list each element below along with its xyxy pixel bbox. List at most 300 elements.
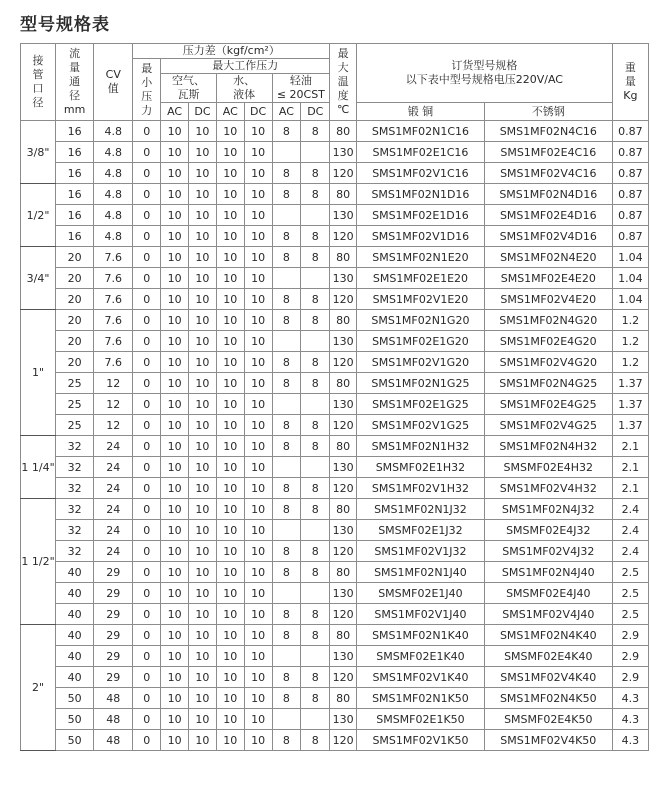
weight-cell: 0.87 [612,142,648,163]
weight-cell: 2.5 [612,562,648,583]
weight-cell: 4.3 [612,730,648,751]
copper-model-cell: SMSMF02E1K50 [357,709,485,730]
max-temp-cell: 120 [330,163,357,184]
min-pressure-cell: 0 [133,667,161,688]
max-temp-cell: 130 [330,142,357,163]
water-ac-cell: 10 [216,226,244,247]
min-pressure-cell: 0 [133,562,161,583]
water-ac-cell: 10 [216,142,244,163]
water-ac-cell: 10 [216,562,244,583]
weight-cell: 1.04 [612,289,648,310]
stainless-model-cell: SMS1MF02V4K40 [484,667,612,688]
water-ac-cell: 10 [216,625,244,646]
copper-model-cell: SMS1MF02V1K40 [357,667,485,688]
stainless-model-cell: SMSMF02E4J40 [484,583,612,604]
air-dc-cell: 10 [189,247,217,268]
min-pressure-header: 最 小 压 力 [133,59,161,121]
water-ac-cell: 10 [216,247,244,268]
oil-dc-header: DC [301,103,330,121]
oil-ac-cell: 8 [272,499,301,520]
air-ac-cell: 10 [161,667,189,688]
air-dc-cell: 10 [189,625,217,646]
water-dc-cell: 10 [244,436,272,457]
flow-cell: 20 [56,289,94,310]
air-dc-cell: 10 [189,226,217,247]
water-dc-cell: 10 [244,667,272,688]
oil-ac-cell: 8 [272,604,301,625]
cv-cell: 29 [94,562,133,583]
max-temp-cell: 120 [330,604,357,625]
water-dc-cell: 10 [244,268,272,289]
copper-model-cell: SMS1MF02N1C16 [357,121,485,142]
stainless-model-cell: SMS1MF02N4D16 [484,184,612,205]
air-dc-header: DC [189,103,217,121]
stainless-model-cell: SMS1MF02E4G25 [484,394,612,415]
flow-cell: 40 [56,583,94,604]
forged-copper-header: 锻 铜 [357,103,485,121]
min-pressure-cell: 0 [133,394,161,415]
copper-model-cell: SMS1MF02E1E20 [357,268,485,289]
air-dc-cell: 10 [189,289,217,310]
weight-cell: 2.9 [612,667,648,688]
table-row [21,142,649,163]
stainless-model-cell: SMS1MF02N4J40 [484,562,612,583]
oil-ac-cell: 8 [272,730,301,751]
oil-dc-cell [301,709,330,730]
air-ac-cell: 10 [161,142,189,163]
oil-ac-cell: 8 [272,289,301,310]
oil-dc-cell: 8 [301,562,330,583]
water-dc-cell: 10 [244,541,272,562]
max-temp-cell: 130 [330,331,357,352]
cv-cell: 24 [94,499,133,520]
pipe-size-cell: 1 1/4" [21,436,56,499]
min-pressure-cell: 0 [133,163,161,184]
oil-ac-cell: 8 [272,226,301,247]
air-ac-cell: 10 [161,478,189,499]
cv-cell: 24 [94,478,133,499]
oil-ac-cell [272,646,301,667]
water-dc-cell: 10 [244,646,272,667]
table-row [21,499,649,520]
max-temp-cell: 80 [330,625,357,646]
oil-ac-cell: 8 [272,121,301,142]
air-ac-cell: 10 [161,562,189,583]
stainless-model-cell: SMSMF02E4H32 [484,457,612,478]
weight-cell: 1.37 [612,415,648,436]
air-ac-cell: 10 [161,226,189,247]
min-pressure-cell: 0 [133,268,161,289]
water-ac-cell: 10 [216,121,244,142]
stainless-model-cell: SMS1MF02E4G20 [484,331,612,352]
water-dc-cell: 10 [244,625,272,646]
cv-header: CV 值 [94,44,133,121]
min-pressure-cell: 0 [133,520,161,541]
flow-cell: 40 [56,646,94,667]
min-pressure-cell: 0 [133,289,161,310]
min-pressure-cell: 0 [133,352,161,373]
copper-model-cell: SMS1MF02N1D16 [357,184,485,205]
min-pressure-cell: 0 [133,478,161,499]
stainless-model-cell: SMS1MF02N4J32 [484,499,612,520]
stainless-model-cell: SMS1MF02N4H32 [484,436,612,457]
oil-ac-header: AC [272,103,301,121]
water-dc-cell: 10 [244,163,272,184]
cv-cell: 29 [94,625,133,646]
oil-dc-cell: 8 [301,121,330,142]
table-row [21,352,649,373]
table-row [21,583,649,604]
table-row [21,289,649,310]
stainless-model-cell: SMSMF02E4K40 [484,646,612,667]
water-dc-cell: 10 [244,520,272,541]
water-dc-cell: 10 [244,226,272,247]
max-temp-cell: 80 [330,499,357,520]
weight-cell: 2.4 [612,499,648,520]
weight-cell: 0.87 [612,226,648,247]
stainless-steel-header: 不锈钢 [484,103,612,121]
table-row [21,646,649,667]
water-dc-cell: 10 [244,142,272,163]
water-ac-cell: 10 [216,478,244,499]
cv-cell: 48 [94,688,133,709]
oil-dc-cell [301,646,330,667]
cv-cell: 7.6 [94,268,133,289]
water-ac-cell: 10 [216,520,244,541]
stainless-model-cell: SMSMF02E4J32 [484,520,612,541]
cv-cell: 7.6 [94,352,133,373]
air-ac-header: AC [161,103,189,121]
air-ac-cell: 10 [161,688,189,709]
table-row [21,541,649,562]
max-temp-cell: 120 [330,541,357,562]
oil-ac-cell: 8 [272,352,301,373]
air-dc-cell: 10 [189,205,217,226]
oil-dc-cell: 8 [301,352,330,373]
flow-cell: 32 [56,520,94,541]
table-row [21,163,649,184]
table-row [21,310,649,331]
oil-dc-cell [301,394,330,415]
min-pressure-cell: 0 [133,709,161,730]
oil-ac-cell: 8 [272,415,301,436]
water-ac-header: AC [216,103,244,121]
water-dc-cell: 10 [244,688,272,709]
max-temp-header: 最 大 温 度 ℃ [330,44,357,121]
oil-dc-cell [301,268,330,289]
stainless-model-cell: SMS1MF02N4E20 [484,247,612,268]
max-temp-cell: 130 [330,520,357,541]
cv-cell: 7.6 [94,289,133,310]
air-ac-cell: 10 [161,541,189,562]
oil-dc-cell: 8 [301,688,330,709]
weight-cell: 2.1 [612,457,648,478]
flow-cell: 16 [56,142,94,163]
water-dc-cell: 10 [244,205,272,226]
max-temp-cell: 130 [330,583,357,604]
air-ac-cell: 10 [161,415,189,436]
cv-cell: 29 [94,604,133,625]
copper-model-cell: SMS1MF02V1D16 [357,226,485,247]
flow-cell: 25 [56,373,94,394]
flow-cell: 20 [56,331,94,352]
min-pressure-cell: 0 [133,247,161,268]
weight-cell: 1.04 [612,268,648,289]
copper-model-cell: SMS1MF02N1K40 [357,625,485,646]
oil-dc-cell: 8 [301,247,330,268]
cv-cell: 48 [94,730,133,751]
air-dc-cell: 10 [189,520,217,541]
water-dc-cell: 10 [244,478,272,499]
air-dc-cell: 10 [189,688,217,709]
max-temp-cell: 130 [330,268,357,289]
max-temp-cell: 80 [330,562,357,583]
copper-model-cell: SMS1MF02N1H32 [357,436,485,457]
weight-cell: 0.87 [612,163,648,184]
max-temp-cell: 80 [330,310,357,331]
max-temp-cell: 80 [330,121,357,142]
copper-model-cell: SMS1MF02V1H32 [357,478,485,499]
air-ac-cell: 10 [161,331,189,352]
air-ac-cell: 10 [161,604,189,625]
oil-ac-cell: 8 [272,436,301,457]
max-temp-cell: 130 [330,709,357,730]
oil-ac-cell [272,394,301,415]
min-pressure-cell: 0 [133,436,161,457]
max-temp-cell: 120 [330,289,357,310]
oil-dc-cell: 8 [301,499,330,520]
min-pressure-cell: 0 [133,583,161,604]
water-dc-cell: 10 [244,331,272,352]
min-pressure-cell: 0 [133,184,161,205]
stainless-model-cell: SMS1MF02V4H32 [484,478,612,499]
cv-cell: 12 [94,415,133,436]
table-row [21,436,649,457]
table-row [21,562,649,583]
oil-ac-cell [272,457,301,478]
spec-table [20,43,649,751]
flow-cell: 32 [56,478,94,499]
table-row [21,604,649,625]
min-pressure-cell: 0 [133,373,161,394]
flow-cell: 25 [56,394,94,415]
air-dc-cell: 10 [189,709,217,730]
weight-cell: 1.04 [612,247,648,268]
weight-cell: 0.87 [612,205,648,226]
oil-dc-cell [301,520,330,541]
water-dc-cell: 10 [244,289,272,310]
table-row [21,667,649,688]
cv-cell: 4.8 [94,184,133,205]
water-dc-cell: 10 [244,730,272,751]
air-ac-cell: 10 [161,373,189,394]
oil-ac-cell [272,331,301,352]
copper-model-cell: SMSMF02E1J32 [357,520,485,541]
flow-diameter-header: 流 量 通 径 mm [56,44,94,121]
water-ac-cell: 10 [216,352,244,373]
order-spec-header: 订货型号规格 以下表中型号规格电压220V/AC [357,44,613,103]
copper-model-cell: SMS1MF02N1G25 [357,373,485,394]
weight-cell: 2.1 [612,478,648,499]
oil-ac-cell [272,142,301,163]
cv-cell: 4.8 [94,121,133,142]
cv-cell: 48 [94,709,133,730]
table-row [21,226,649,247]
flow-cell: 20 [56,310,94,331]
weight-cell: 2.9 [612,625,648,646]
oil-ac-cell: 8 [272,310,301,331]
max-temp-cell: 80 [330,436,357,457]
copper-model-cell: SMS1MF02V1E20 [357,289,485,310]
water-ac-cell: 10 [216,415,244,436]
air-ac-cell: 10 [161,289,189,310]
copper-model-cell: SMS1MF02N1J40 [357,562,485,583]
copper-model-cell: SMS1MF02N1E20 [357,247,485,268]
cv-cell: 4.8 [94,142,133,163]
water-dc-cell: 10 [244,562,272,583]
max-temp-cell: 130 [330,646,357,667]
water-dc-header: DC [244,103,272,121]
min-pressure-cell: 0 [133,331,161,352]
min-pressure-cell: 0 [133,457,161,478]
copper-model-cell: SMS1MF02E1G25 [357,394,485,415]
flow-cell: 32 [56,541,94,562]
min-pressure-cell: 0 [133,730,161,751]
weight-cell: 1.2 [612,352,648,373]
water-ac-cell: 10 [216,310,244,331]
stainless-model-cell: SMS1MF02V4C16 [484,163,612,184]
weight-header: 重 量 Kg [612,44,648,121]
weight-cell: 2.9 [612,646,648,667]
air-dc-cell: 10 [189,583,217,604]
max-temp-cell: 80 [330,184,357,205]
flow-cell: 32 [56,457,94,478]
air-dc-cell: 10 [189,142,217,163]
air-ac-cell: 10 [161,247,189,268]
weight-cell: 4.3 [612,709,648,730]
stainless-model-cell: SMS1MF02V4E20 [484,289,612,310]
air-ac-cell: 10 [161,394,189,415]
page-title: 型号规格表 [20,15,110,35]
min-pressure-cell: 0 [133,688,161,709]
cv-cell: 24 [94,520,133,541]
flow-cell: 16 [56,163,94,184]
oil-ac-cell: 8 [272,625,301,646]
max-temp-cell: 120 [330,478,357,499]
water-dc-cell: 10 [244,457,272,478]
flow-cell: 40 [56,562,94,583]
air-ac-cell: 10 [161,310,189,331]
water-ac-cell: 10 [216,730,244,751]
oil-ac-cell [272,205,301,226]
copper-model-cell: SMS1MF02N1K50 [357,688,485,709]
max-working-pressure-header: 最大工作压力 [161,59,330,74]
pipe-size-cell: 3/4" [21,247,56,310]
oil-ac-cell: 8 [272,478,301,499]
oil-dc-cell: 8 [301,373,330,394]
flow-cell: 32 [56,499,94,520]
light-oil-header: 轻油 ≤ 20CST [272,74,330,103]
water-ac-cell: 10 [216,646,244,667]
air-dc-cell: 10 [189,541,217,562]
copper-model-cell: SMS1MF02V1G20 [357,352,485,373]
oil-ac-cell: 8 [272,184,301,205]
air-dc-cell: 10 [189,394,217,415]
stainless-model-cell: SMS1MF02V4J32 [484,541,612,562]
copper-model-cell: SMS1MF02E1D16 [357,205,485,226]
air-dc-cell: 10 [189,436,217,457]
oil-ac-cell [272,583,301,604]
stainless-model-cell: SMS1MF02V4J40 [484,604,612,625]
copper-model-cell: SMS1MF02V1J40 [357,604,485,625]
pipe-size-cell: 1 1/2" [21,499,56,625]
weight-cell: 2.1 [612,436,648,457]
flow-cell: 16 [56,184,94,205]
oil-ac-cell: 8 [272,247,301,268]
table-row [21,205,649,226]
stainless-model-cell: SMS1MF02N4K50 [484,688,612,709]
oil-ac-cell: 8 [272,373,301,394]
min-pressure-cell: 0 [133,121,161,142]
oil-dc-cell [301,583,330,604]
air-dc-cell: 10 [189,499,217,520]
water-ac-cell: 10 [216,709,244,730]
air-gas-header: 空气、 瓦斯 [161,74,217,103]
cv-cell: 12 [94,373,133,394]
oil-ac-cell [272,268,301,289]
water-ac-cell: 10 [216,499,244,520]
pressure-diff-header: 压力差（kgf/cm²） [133,44,330,59]
water-dc-cell: 10 [244,184,272,205]
table-row [21,394,649,415]
cv-cell: 29 [94,667,133,688]
water-ac-cell: 10 [216,268,244,289]
min-pressure-cell: 0 [133,142,161,163]
water-ac-cell: 10 [216,457,244,478]
air-ac-cell: 10 [161,457,189,478]
cv-cell: 24 [94,541,133,562]
air-dc-cell: 10 [189,163,217,184]
oil-dc-cell: 8 [301,604,330,625]
flow-cell: 16 [56,205,94,226]
flow-cell: 20 [56,247,94,268]
oil-dc-cell: 8 [301,289,330,310]
flow-cell: 20 [56,352,94,373]
copper-model-cell: SMSMF02E1J40 [357,583,485,604]
max-temp-cell: 130 [330,205,357,226]
cv-cell: 29 [94,646,133,667]
air-dc-cell: 10 [189,646,217,667]
min-pressure-cell: 0 [133,646,161,667]
water-ac-cell: 10 [216,436,244,457]
min-pressure-cell: 0 [133,205,161,226]
oil-ac-cell: 8 [272,562,301,583]
oil-dc-cell: 8 [301,184,330,205]
flow-cell: 16 [56,121,94,142]
table-row [21,121,649,142]
water-dc-cell: 10 [244,604,272,625]
table-row [21,457,649,478]
weight-cell: 0.87 [612,121,648,142]
copper-model-cell: SMS1MF02V1K50 [357,730,485,751]
min-pressure-cell: 0 [133,415,161,436]
flow-cell: 40 [56,604,94,625]
max-temp-cell: 80 [330,688,357,709]
oil-ac-cell [272,520,301,541]
table-row [21,478,649,499]
max-temp-cell: 130 [330,394,357,415]
cv-cell: 12 [94,394,133,415]
